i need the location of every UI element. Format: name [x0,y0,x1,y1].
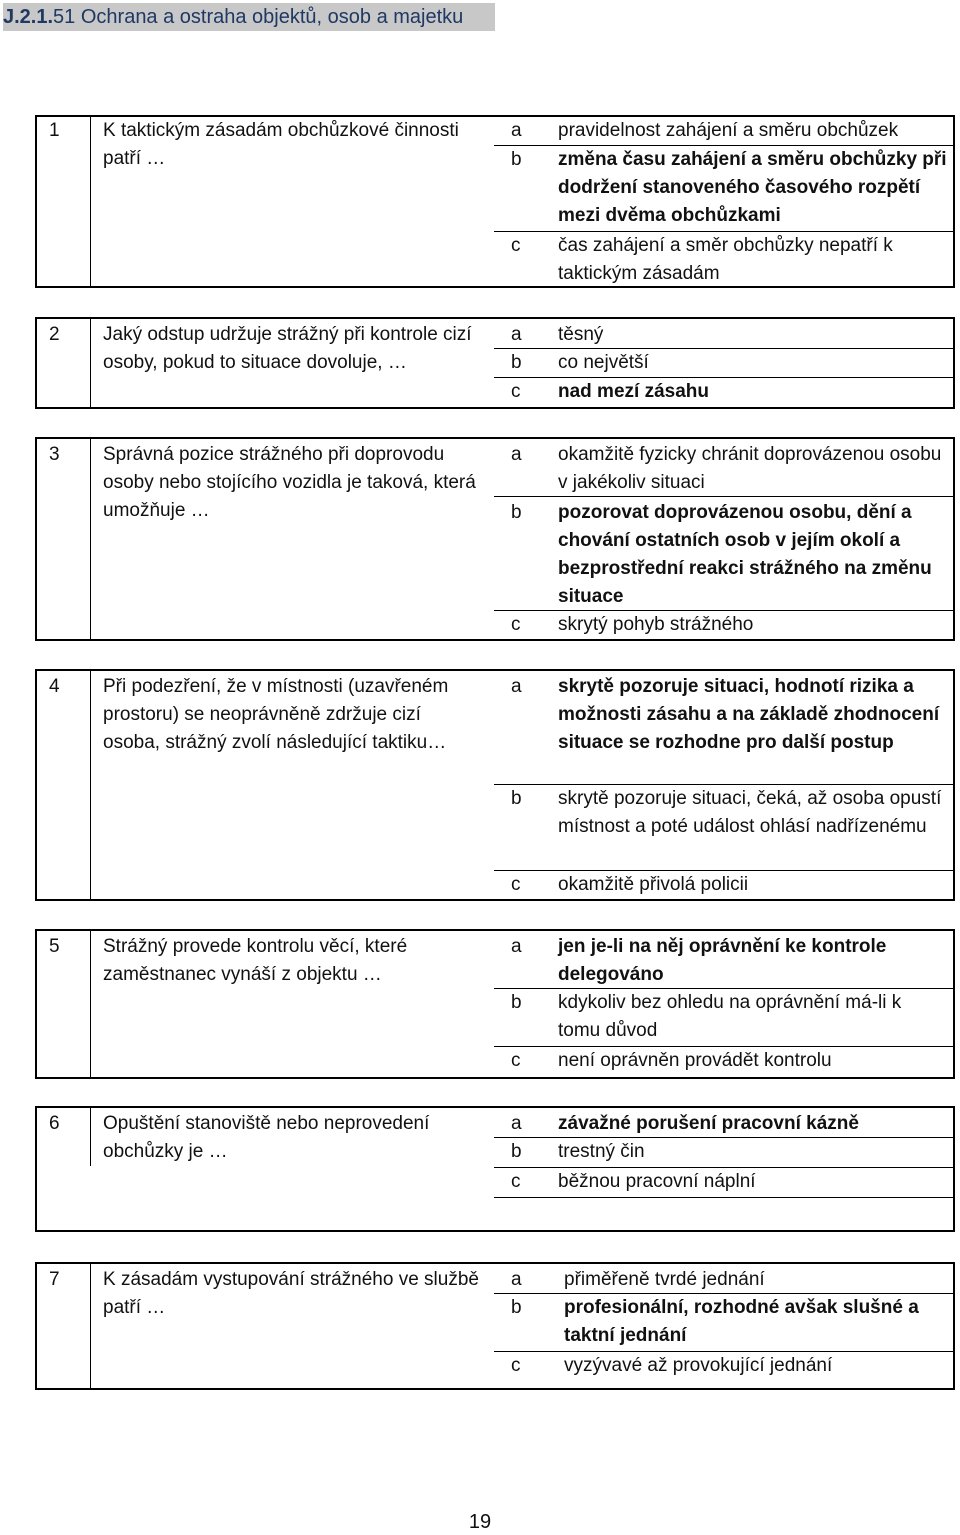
question-text: Strážný provede kontrolu věcí, které zaměstnanec vynáší z objektu … [103,936,408,985]
column-divider [90,437,91,641]
answer-option-c[interactable] [494,1168,953,1198]
option-text: co největší [558,352,649,373]
answer-option-c[interactable] [494,1352,953,1382]
option-text: trestný čin [558,1141,645,1162]
answer-options [494,931,953,1077]
option-text: pravidelnost zahájení a směru obchůzek [558,120,899,141]
answer-option-b[interactable] [494,349,953,378]
option-text: skrytý pohyb strážného [558,614,754,635]
question-text: Jaký odstup udržuje strážný při kontrole cizí osoby, pokud to situace dovoluje, … [103,324,472,373]
question-text: K zásadám vystupování strážného ve službě patří … [103,1269,479,1318]
question-1 [35,115,955,288]
option-text: okamžitě fyzicky chránit doprovázenou osobu v jakékoliv situaci [558,444,942,493]
answer-option-a[interactable] [494,1108,953,1138]
option-text: přiměřeně tvrdé jednání [564,1269,765,1290]
option-text: vyzývavé až provokující jednání [564,1355,833,1376]
option-text: těsný [558,324,604,345]
option-letter: a [511,444,522,465]
option-text: skrytě pozoruje situaci, hodnotí rizika a možnosti zásahu a na základě zhodnocení situace se rozhodne pro další postup [558,676,940,753]
option-letter: a [511,936,522,957]
answer-option-b[interactable] [494,1294,953,1352]
answer-options [494,671,953,899]
option-text: čas zahájení a směr obchůzky nepatří k taktickým zásadám [558,235,893,284]
column-divider [90,1262,91,1390]
option-letter: b [511,352,522,373]
answer-option-c[interactable] [494,871,953,899]
answer-options [494,1264,953,1388]
question-number: 1 [49,120,60,141]
question-number: 5 [49,936,60,957]
question-number: 6 [49,1113,60,1134]
option-letter: c [511,1050,521,1071]
answer-option-a[interactable] [494,439,953,497]
question-7 [35,1262,955,1390]
answer-option-b[interactable] [494,989,953,1047]
answer-option-a[interactable] [494,931,953,989]
question-6 [35,1106,955,1232]
option-letter: c [511,614,521,635]
answer-option-c[interactable] [494,1047,953,1077]
answer-option-c[interactable] [494,611,953,639]
question-text: K taktickým zásadám obchůzkové činnosti patří … [103,120,459,169]
option-letter: c [511,1355,521,1376]
option-letter: b [511,1141,522,1162]
option-text: závažné porušení pracovní kázně [558,1113,859,1134]
column-divider [90,317,91,409]
option-letter: b [511,788,522,809]
option-letter: c [511,235,521,256]
option-letter: c [511,1171,521,1192]
option-text: jen je-li na něj oprávnění ke kontrole delegováno [558,936,887,985]
answer-option-a[interactable] [494,1264,953,1294]
option-letter: a [511,1113,522,1134]
option-letter: b [511,1297,522,1318]
question-2 [35,317,955,409]
question-number: 4 [49,676,60,697]
question-number: 3 [49,444,60,465]
option-letter: b [511,149,522,170]
answer-option-b[interactable] [494,1138,953,1168]
answer-options [494,319,953,407]
answer-option-c[interactable] [494,378,953,407]
question-text: Správná pozice strážného při doprovodu osoby nebo stojícího vozidla je taková, která umožňuje … [103,444,476,521]
answer-option-b[interactable] [494,497,953,611]
question-text: Opuštění stanoviště nebo neprovedení obchůzky je … [103,1113,430,1162]
option-letter: c [511,381,521,402]
question-5 [35,929,955,1079]
page-number: 19 [468,1511,492,1533]
answer-option-b[interactable] [494,785,953,871]
section-code: J.2.1. [3,6,54,28]
column-divider [90,669,91,901]
column-divider [90,115,91,288]
question-number: 7 [49,1269,60,1290]
question-number: 2 [49,324,60,345]
question-3 [35,437,955,641]
column-divider [90,929,91,1079]
answer-options [494,117,953,286]
option-text: kdykoliv bez ohledu na oprávnění má-li k tomu důvod [558,992,902,1041]
option-text: nad mezí zásahu [558,381,709,402]
option-letter: a [511,324,522,345]
option-letter: a [511,676,522,697]
option-text: běžnou pracovní náplní [558,1171,756,1192]
option-letter: c [511,874,521,895]
option-text: okamžitě přivolá policii [558,874,749,895]
column-divider [90,1106,91,1166]
question-4 [35,669,955,901]
answer-option-c[interactable] [494,232,953,286]
option-text: skrytě pozoruje situaci, čeká, až osoba opustí místnost a poté událost ohlásí nadřízenému [558,788,942,837]
answer-options [494,1108,953,1230]
question-text: Při podezření, že v místnosti (uzavřeném prostoru) se neoprávněně zdržuje cizí osoba, strážný zvolí následující taktiku… [103,676,449,753]
option-text: profesionální, rozhodné avšak slušné a taktní jednání [564,1297,919,1346]
option-letter: b [511,502,522,523]
option-text: není oprávněn provádět kontrolu [558,1050,832,1071]
option-letter: a [511,120,522,141]
option-text: změna času zahájení a směru obchůzky při dodržení stanoveného časového rozpětí mezi dvěma obchůzkami [558,149,947,226]
section-heading [3,3,495,31]
answer-option-a[interactable] [494,671,953,785]
option-letter: b [511,992,522,1013]
option-letter: a [511,1269,522,1290]
answer-options [494,439,953,639]
option-text: pozorovat doprovázenou osobu, dění a chování ostatních osob v jejím okolí a bezprostřední reakci strážného na změnu situace [558,502,932,607]
answer-option-a[interactable] [494,319,953,349]
answer-option-b[interactable] [494,146,953,232]
section-title: 51 Ochrana a ostraha objektů, osob a majetku [53,6,464,28]
answer-option-a[interactable] [494,117,953,146]
